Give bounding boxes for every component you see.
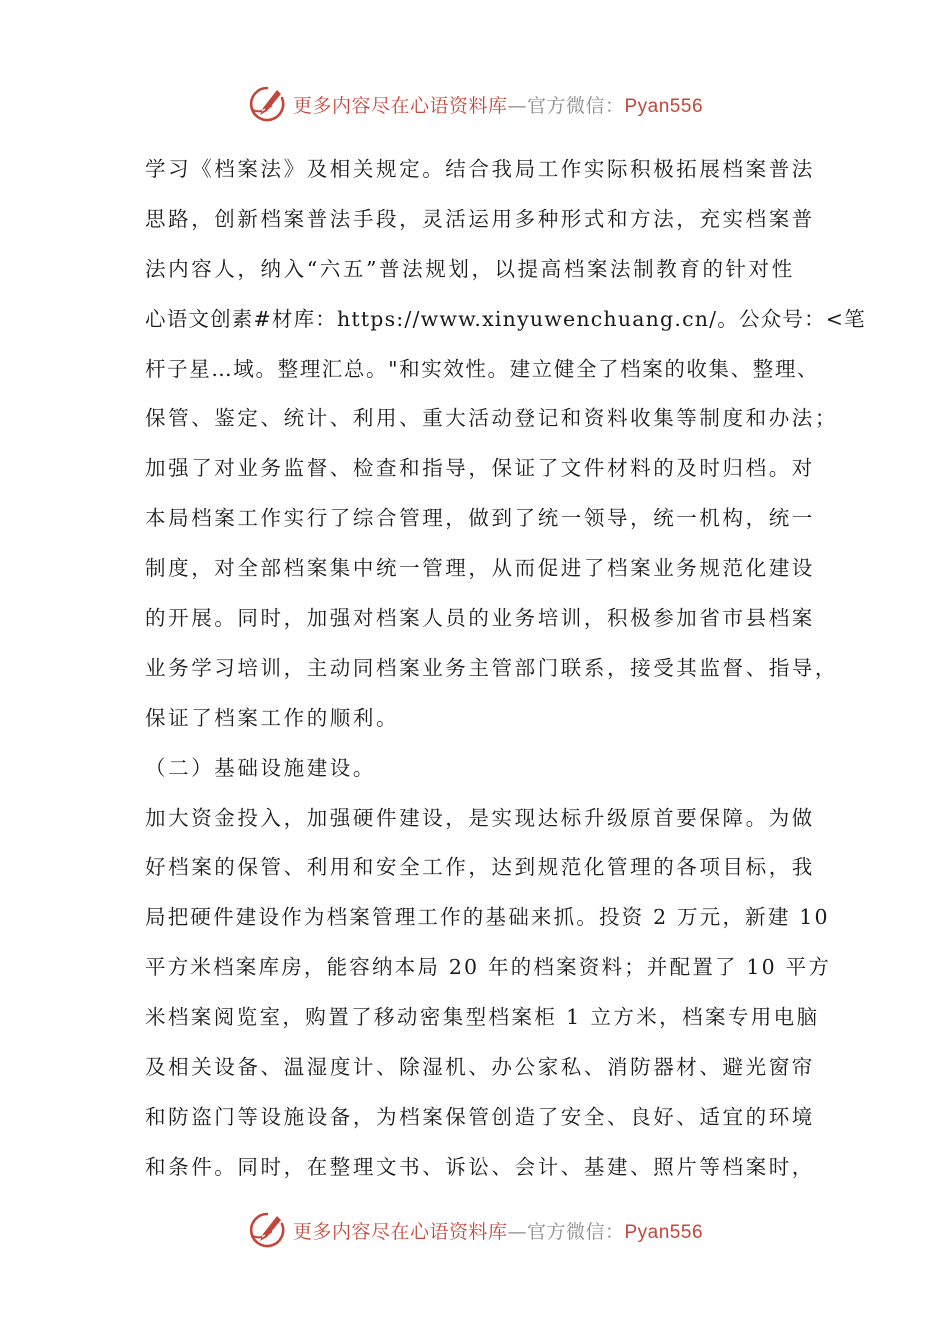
text-line: 和条件。同时，在整理文书、诉讼、会计、基建、照片等档案时，: [145, 1154, 815, 1179]
footer-banner: [0, 1208, 950, 1252]
text-line: 及相关设备、温湿度计、除湿机、办公家私、消防器材、避光窗帘: [145, 1055, 815, 1080]
text-line: 思路，创新档案普法手段，灵活运用多种形式和方法，充实档案普: [145, 206, 815, 231]
pen-nib-circle-icon: [247, 84, 287, 124]
text-line: 加强了对业务监督、检查和指导，保证了文件材料的及时归档。对: [145, 456, 815, 481]
banner-prefix: 更多内容尽在心语资料库: [292, 94, 508, 117]
banner-dash: —: [507, 1220, 527, 1243]
banner-text: [293, 1217, 703, 1244]
pen-nib-circle-icon: [247, 1210, 287, 1250]
text-line: 法内容人，纳入“六五”普法规划，以提高档案法制教育的针对性: [145, 256, 795, 281]
text-line: 局把硬件建设作为档案管理工作的基础来抓。投资 2 万元，新建 10: [145, 905, 830, 930]
text-line: 平方米档案库房，能容纳本局 20 年的档案资料；并配置了 10 平方: [145, 955, 832, 980]
text-line: 和防盗门等设施设备，为档案保管创造了安全、良好、适宜的环境: [145, 1104, 815, 1129]
text-line-url: 心语文创素#材库：https://www.xinyuwenchuang.cn/。公众号：<笔: [145, 306, 866, 331]
text-line: 业务学习培训，主动同档案业务主管部门联系，接受其监督、指导，: [145, 655, 838, 680]
banner-text: [293, 91, 703, 118]
banner-prefix: 更多内容尽在心语资料库: [292, 1220, 508, 1243]
text-line: 制度，对全部档案集中统一管理，从而促进了档案业务规范化建设: [145, 556, 815, 581]
header-banner: [0, 82, 950, 126]
banner-account: Pyan556: [624, 95, 704, 117]
text-line: 好档案的保管、利用和安全工作，达到规范化管理的各项目标，我: [145, 855, 815, 880]
section-heading: （二）基础设施建设。: [145, 755, 376, 780]
text-line: 保管、鉴定、统计、利用、重大活动登记和资料收集等制度和办法；: [145, 406, 838, 431]
text-line: 学习《档案法》及相关规定。结合我局工作实际积极拓展档案普法: [145, 157, 815, 181]
banner-account: Pyan556: [624, 1221, 704, 1243]
text-line: 本局档案工作实行了综合管理，做到了统一领导，统一机构，统一: [145, 506, 815, 531]
document-body: [145, 145, 866, 1193]
banner-middle: 官方微信：: [526, 94, 625, 117]
text-line: 加大资金投入，加强硬件建设，是实现达标升级原首要保障。为做: [145, 805, 815, 830]
text-line: 杆子星…域。整理汇总。"和实效性。建立健全了档案的收集、整理、: [145, 356, 820, 381]
text-line: 米档案阅览室，购置了移动密集型档案柜 1 立方米，档案专用电脑: [145, 1005, 820, 1030]
banner-middle: 官方微信：: [526, 1220, 625, 1243]
text-line: 的开展。同时，加强对档案人员的业务培训，积极参加省市县档案: [145, 606, 815, 631]
banner-dash: —: [507, 94, 527, 117]
text-line: 保证了档案工作的顺利。: [145, 705, 400, 730]
